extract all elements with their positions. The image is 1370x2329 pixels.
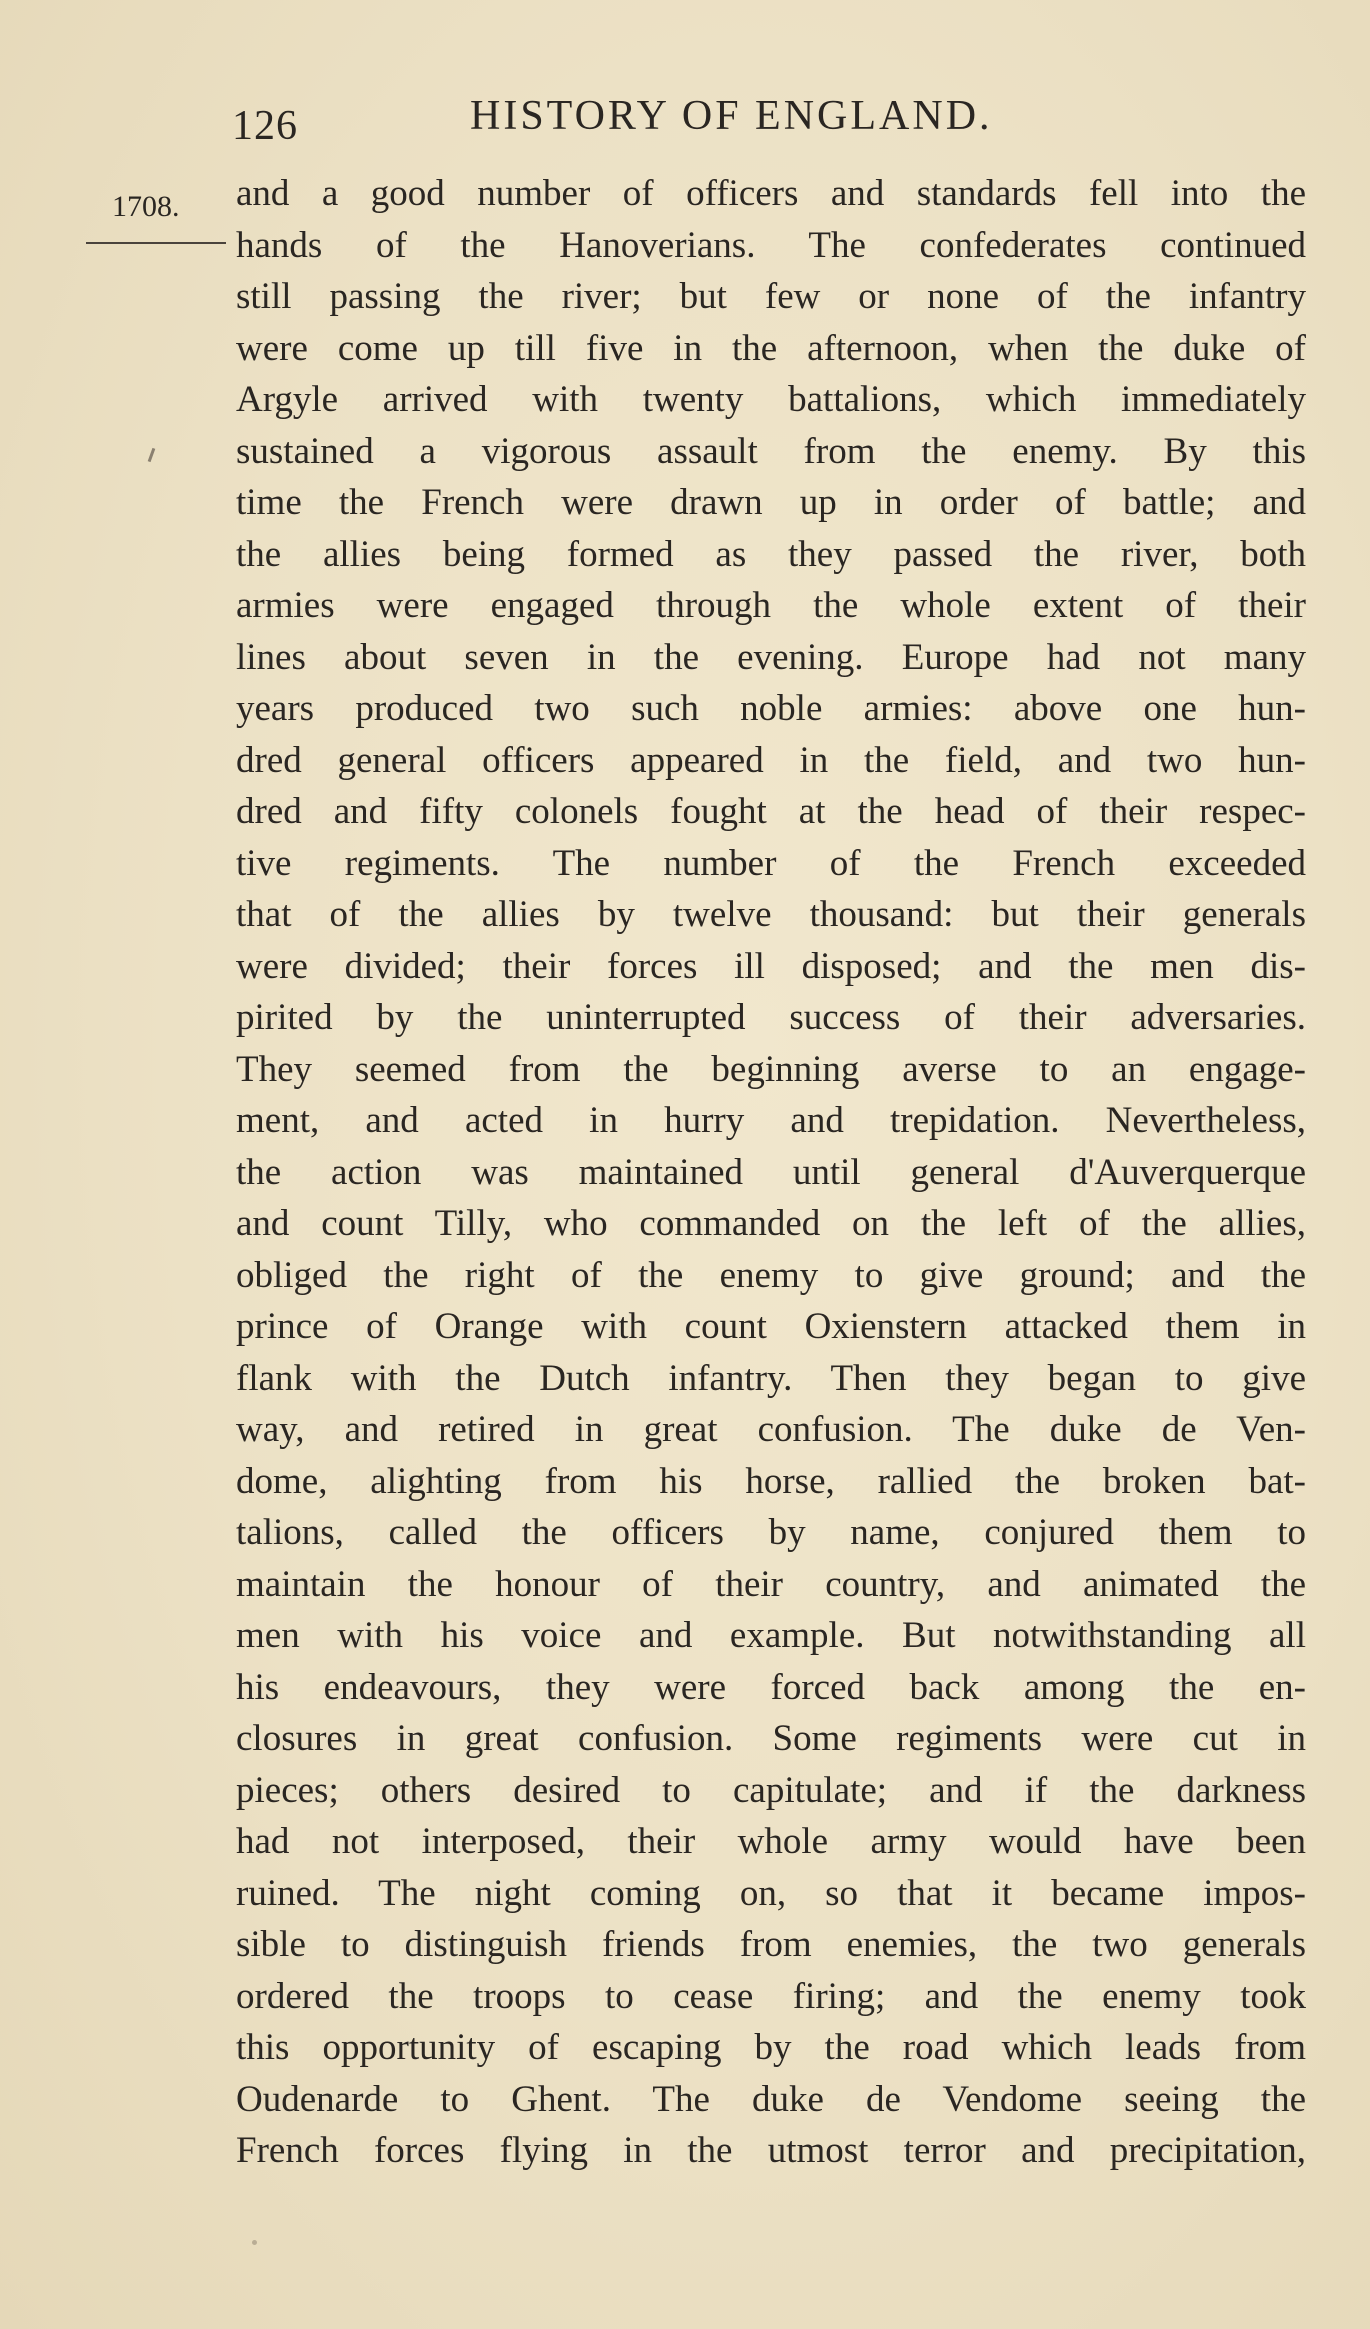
text-line: tive regiments. The number of the French exceeded [236,842,1306,884]
text-line: closures in great confusion. Some regiments were cut in [236,1718,1306,1759]
text-line: flank with the Dutch infantry. Then they began to give [236,1357,1306,1399]
text-line: sible to distinguish friends from enemies, the two generals [236,1924,1306,1965]
margin-year: 1708. [112,190,180,223]
text-line: They seemed from the beginning averse to an engage- [236,1048,1306,1090]
page-number: 126 [232,103,298,149]
text-line: were come up till five in the afternoon, when the duke of [236,327,1306,369]
text-line: and a good number of officers and standards fell into the [236,173,1306,214]
text-line: time the French were drawn up in order of battle; and [236,482,1306,523]
text-line: lines about seven in the evening. Europe had not many [236,636,1306,678]
text-line: dred and fifty colonels fought at the head of their respec- [236,791,1306,832]
body-text [236,168,1306,2177]
text-line: the allies being formed as they passed the river, both [236,533,1306,575]
book-title: HISTORY OF ENGLAND. [470,93,993,139]
text-line: still passing the river; but few or none of the infantry [236,276,1306,317]
margin-rule [86,242,226,244]
text-line: dome, alighting from his horse, rallied the broken bat- [236,1460,1306,1502]
text-line: Argyle arrived with twenty battalions, which immediately [236,379,1306,420]
text-line: maintain the honour of their country, and animated the [236,1563,1306,1605]
margin-mark [148,448,156,462]
text-line: and count Tilly, who commanded on the left of the allies, [236,1203,1306,1244]
paper-speck [252,2240,257,2245]
text-line: prince of Orange with count Oxienstern attacked them in [236,1306,1306,1347]
text-line: ruined. The night coming on, so that it became impos- [236,1872,1306,1914]
text-line: men with his voice and example. But notwithstanding all [236,1615,1306,1656]
text-line: way, and retired in great confusion. The duke de Ven- [236,1409,1306,1450]
text-line: pieces; others desired to capitulate; and if the darkness [236,1769,1306,1811]
text-line: obliged the right of the enemy to give ground; and the [236,1254,1306,1296]
text-line: years produced two such noble armies: above one hun- [236,688,1306,729]
text-line: sustained a vigorous assault from the enemy. By this [236,430,1306,472]
text-line: the action was maintained until general d'Auverquerque [236,1151,1306,1193]
text-line: this opportunity of escaping by the road which leads from [236,2027,1306,2068]
text-line: French forces flying in the utmost terror and precipitation, [236,2130,1306,2171]
text-line: ment, and acted in hurry and trepidation. Nevertheless, [236,1100,1306,1141]
text-line: armies were engaged through the whole extent of their [236,585,1306,626]
text-line: had not interposed, their whole army would have been [236,1821,1306,1862]
text-line: were divided; their forces ill disposed; and the men dis- [236,945,1306,987]
text-line: talions, called the officers by name, conjured them to [236,1512,1306,1553]
text-line: ordered the troops to cease firing; and the enemy took [236,1975,1306,2017]
text-line: dred general officers appeared in the field, and two hun- [236,739,1306,781]
text-line: pirited by the uninterrupted success of their adversaries. [236,997,1306,1038]
text-line: Oudenarde to Ghent. The duke de Vendome seeing the [236,2078,1306,2120]
text-line: his endeavours, they were forced back among the en- [236,1666,1306,1708]
text-line: that of the allies by twelve thousand: but their generals [236,894,1306,935]
running-head [232,92,1082,152]
text-line: hands of the Hanoverians. The confederates continued [236,224,1306,266]
